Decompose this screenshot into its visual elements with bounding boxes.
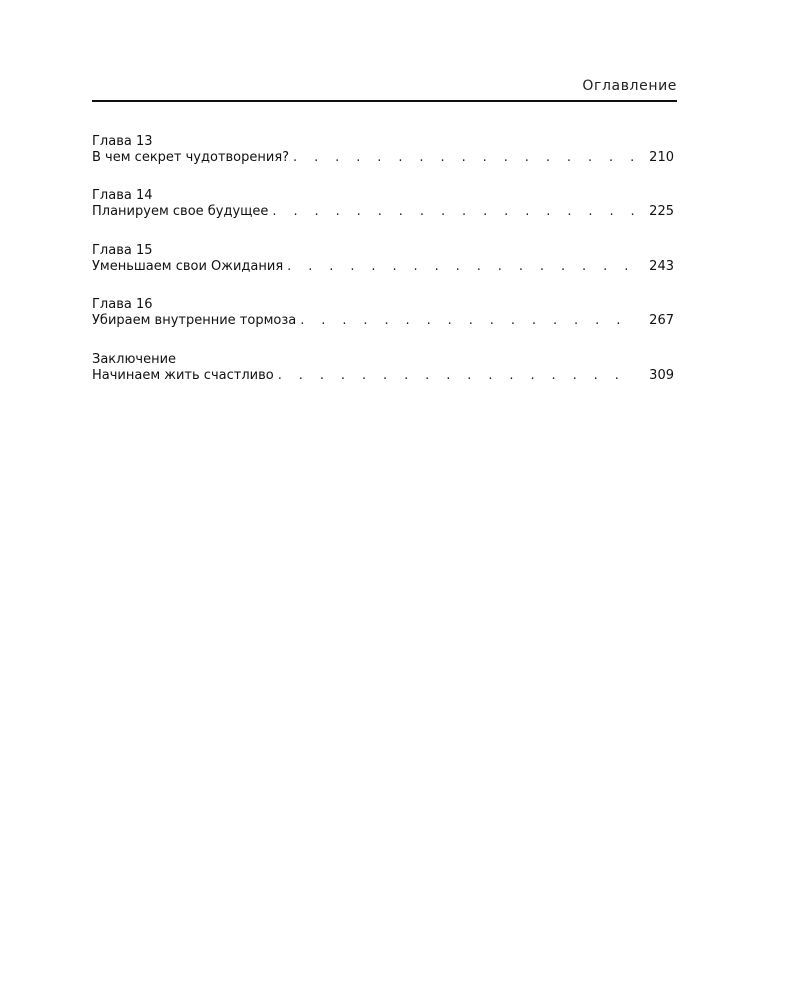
toc-entry-conclusion — [92, 352, 674, 406]
toc-entry-chapter-16 — [92, 297, 674, 351]
toc-entry-label: Глава 13 — [92, 134, 153, 149]
toc-entry-line — [92, 204, 674, 220]
toc-entry-line — [92, 150, 674, 166]
running-head: Оглавление — [582, 78, 677, 94]
toc-entry-title: Планируем свое будущее — [92, 204, 269, 220]
toc-entry-label: Глава 14 — [92, 188, 153, 204]
toc-entry-title: Уменьшаем свои Ожидания — [92, 258, 284, 274]
dot-leader — [300, 313, 634, 329]
toc-entry-chapter-14 — [92, 188, 674, 242]
dot-leader — [293, 150, 634, 166]
document-page — [92, 0, 677, 1000]
table-of-contents — [92, 134, 674, 406]
toc-entry-label: Глава 16 — [92, 297, 153, 313]
toc-entry-page-number: 243 — [649, 258, 674, 274]
toc-entry-chapter-13 — [92, 134, 674, 188]
toc-entry-line — [92, 313, 674, 329]
toc-entry-title: Убираем внутренние тормоза — [92, 313, 297, 329]
toc-entry-page-number: 225 — [649, 204, 674, 220]
dot-leader — [278, 368, 634, 384]
toc-entry-page-number: 210 — [649, 150, 674, 165]
toc-entry-label: Заключение — [92, 351, 177, 367]
toc-entry-line — [92, 259, 674, 275]
dot-leader — [287, 259, 634, 275]
toc-entry-title: Начинаем жить счастливо — [92, 367, 274, 383]
dot-leader — [272, 204, 634, 220]
toc-entry-chapter-15 — [92, 243, 674, 297]
toc-entry-page-number: 267 — [649, 313, 674, 329]
toc-entry-title: В чем секрет чудотворения? — [92, 150, 290, 165]
toc-entry-label: Глава 15 — [92, 242, 153, 258]
toc-entry-page-number: 309 — [649, 367, 674, 383]
header-rule — [92, 100, 677, 102]
toc-entry-line — [92, 368, 674, 384]
